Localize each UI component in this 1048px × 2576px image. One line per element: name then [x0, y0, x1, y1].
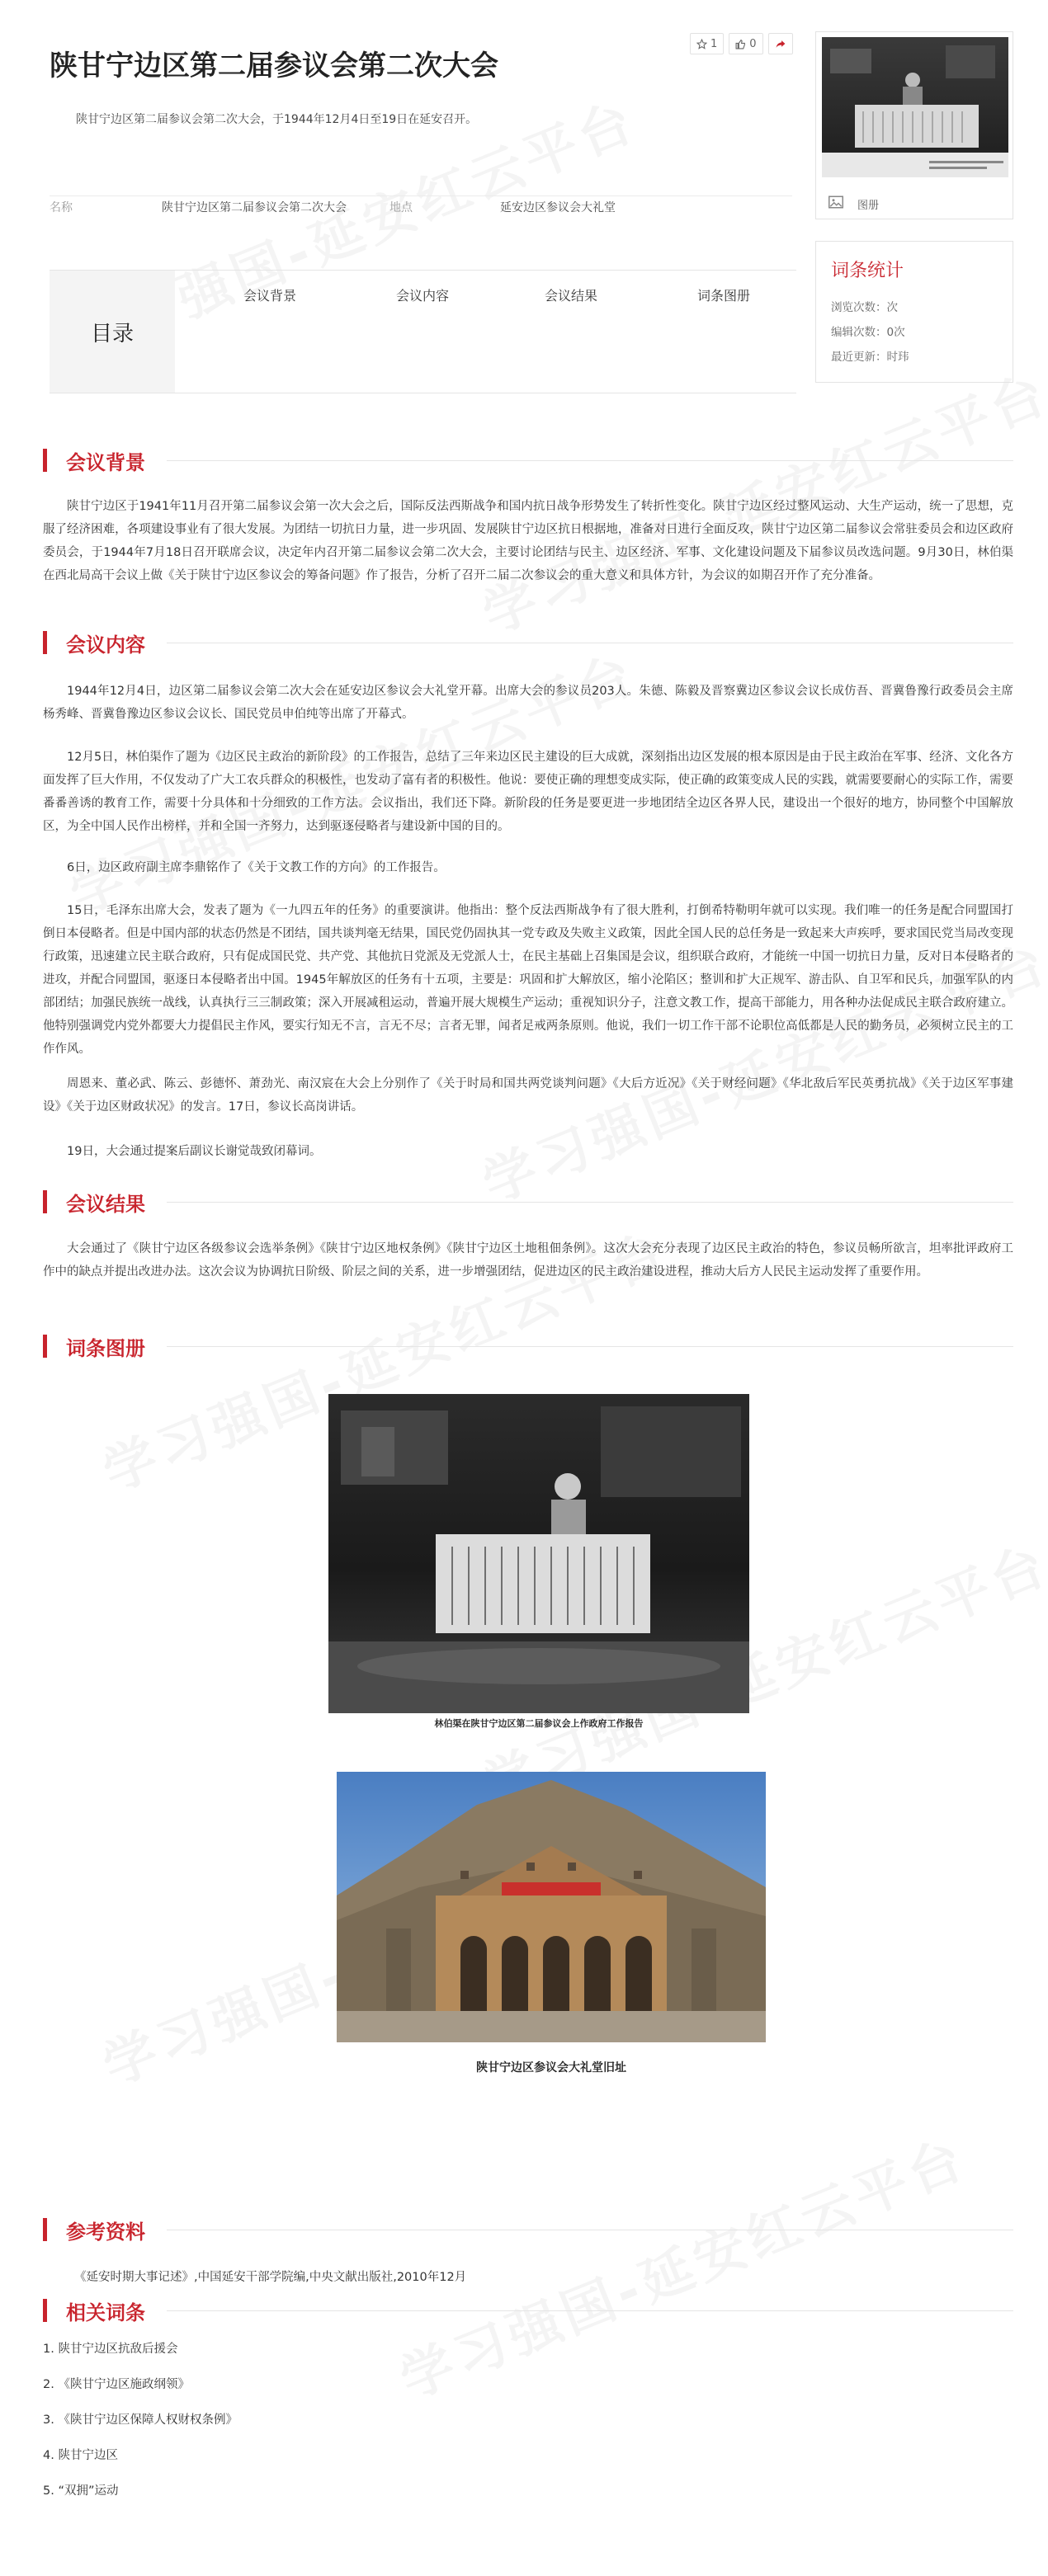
- like-count: 0: [749, 37, 757, 50]
- toc-item-content[interactable]: 会议内容: [396, 288, 450, 304]
- toc-heading: 目录: [50, 271, 175, 393]
- stats-views: 浏览次数：次: [831, 301, 898, 314]
- paragraph-content-2: 12月5日，林伯渠作了题为《边区民主政治的新阶段》的工作报告，总结了三年来边区民主建设的巨大成就，深刻指出边区发展的根本原因是由于民主政治在军事、经济、文化各方面发挥了巨大作用，不仅发动了广大工农兵群众的积极性，也发动了富有者的积极性。他说：要使正确的理想变成实际，使正确的政策变成人民的实践，就需要要耐心的实际工作，需要番番善诱的教育工作，需要十分具体和十分细致的工作方法。会议指出，我们还下降。新阶段的任务是要更进一步地团结全边区各界人民，建设出一个很好的地方，协同整个中国解放区，为全中国人民作出榜样，并和全国一齐努力，达到驱逐侵略者与建设新中国的目的。: [43, 751, 1013, 833]
- star-icon: [696, 39, 707, 49]
- section-header-result: [43, 1188, 1013, 1216]
- section-title-gallery: 词条图册: [66, 1337, 145, 1360]
- section-title-result: 会议结果: [66, 1193, 145, 1216]
- section-header-related: [43, 2296, 1013, 2324]
- basic-info-value-name: 陕甘宁边区第二届参议会第二次大会: [162, 201, 347, 214]
- paragraph-content-6: 19日，大会通过提案后副议长谢觉哉致闭幕词。: [67, 1145, 322, 1158]
- gallery-photo-report[interactable]: [328, 1394, 749, 1713]
- gallery-icon: [828, 195, 843, 212]
- thumb-up-icon: [735, 39, 746, 49]
- toc-item-result[interactable]: 会议结果: [545, 288, 598, 304]
- favorite-count: 1: [710, 37, 718, 50]
- section-title-content: 会议内容: [66, 633, 145, 657]
- page-title: 陕甘宁边区第二届参议会第二次大会: [50, 49, 498, 82]
- reference-item: 《延安时期大事记述》,中国延安干部学院编,中央文献出版社,2010年12月: [74, 2271, 467, 2284]
- section-title-background: 会议背景: [66, 451, 145, 474]
- section-bar: [43, 631, 47, 654]
- section-rule: [167, 2310, 1013, 2311]
- watermark: [387, 2117, 976, 2414]
- toc-item-gallery[interactable]: 词条图册: [697, 288, 751, 304]
- paragraph-content-5: 周恩来、董必武、陈云、彭德怀、萧劲光、南汉宸在大会上分别作了《关于时局和国共两党谈判问题》《大后方近况》《关于财经问题》《华北敌后军民英勇抗战》《关于边区军事建设》《关于边区财政状况》的发言。17日，参议长高岗讲话。: [43, 1077, 1013, 1114]
- entry-summary: 陕甘宁边区第二届参议会第二次大会，于1944年12月4日至19日在延安召开。: [76, 113, 478, 126]
- stats-title: 词条统计: [831, 261, 904, 281]
- table-of-contents: [50, 270, 796, 393]
- related-entry-link[interactable]: 2. 《陕甘宁边区施政纲领》: [43, 2378, 190, 2391]
- section-bar: [43, 449, 47, 472]
- entry-stats-card: [815, 241, 1013, 383]
- toc-item-background[interactable]: 会议背景: [243, 288, 297, 304]
- paragraph-content-4: 15日，毛泽东出席大会，发表了题为《一九四五年的任务》的重要演讲。他指出：整个反法西斯战争有了很大胜利，打倒希特勒明年就可以实现。我们唯一的任务是配合同盟国打倒日本侵略者。但是中国内部的状态仍然是不团结，国共谈判毫无结果，国民党仍固执其一党专政及失败主义政策，因此全国人民的总任务是一致起来大声疾呼，要求国民党当局改变现行政策，迅速建立民主联合政府，只有促成国民党、共产党、其他抗日党派及无党派人士，在民主基础上召集国是会议，组织联合政府，才能统一中国一切抗日力量，反对日本侵略者的进攻，并配合同盟国，驱逐日本侵略者出中国。1945年解放区的任务有十五项，主要是：巩固和扩大解放区，缩小沦陷区；整训和扩大正规军、游击队、自卫军和民兵，加强军队的内部团结；加强民族统一战线，认真执行三三制政策；深入开展减租运动，普遍开展大规模生产运动；重视知识分子，注意文教工作，提高干部能力，用各种办法促成民主联合政府建立。他特别强调党内党外都要大力提倡民主作风，要实行知无不言，言无不尽；言者无罪，闻者足戒两条原则。他说，我们一切工作干部不论职位高低都是人民的勤务员，必须树立民主的工作作风。: [43, 904, 1013, 1056]
- section-rule: [167, 1202, 1013, 1203]
- basic-info-value-location: 延安边区参议会大礼堂: [500, 201, 616, 214]
- section-bar: [43, 1190, 47, 1213]
- section-header-gallery: [43, 1332, 1013, 1360]
- basic-info-divider: [50, 195, 792, 196]
- section-header-background: [43, 446, 1013, 474]
- share-icon: [775, 39, 786, 49]
- sidebar-photo[interactable]: [822, 37, 1008, 177]
- related-entry-link[interactable]: 1. 陕甘宁边区抗敌后援会: [43, 2343, 178, 2356]
- paragraph-background-1: 陕甘宁边区于1941年11月召开第二届参议会第一次大会之后，国际反法西斯战争和国内抗日战争形势发生了转折性变化。陕甘宁边区经过整风运动、大生产运动，统一了思想，克服了经济困难，各项建设事业有了很大发展。为团结一切抗日力量，进一步巩固、发展陕甘宁边区抗日根据地，准备对日进行全面反攻，陕甘宁边区第二届参议会常驻委员会和边区政府委员会，于1944年7月18日召开联席会议，决定年内召开第二届参议会第二次大会，主要讨论团结与民主、边区经济、军事、文化建设问题及下届参议员改选问题。9月30日，林伯渠在西北局高干会议上做《关于陕甘宁边区参议会的筹备问题》作了报告，分析了召开二届二次参议会的重大意义和具体方针，为会议的如期召开作了充分准备。: [43, 500, 1013, 582]
- favorite-button[interactable]: [690, 33, 724, 54]
- paragraph-content-3: 6日，边区政府副主席李鼎铭作了《关于文教工作的方向》的工作报告。: [67, 861, 446, 874]
- section-rule: [167, 1346, 1013, 1347]
- basic-info-key-location: 地点: [389, 201, 413, 214]
- gallery-caption-hall: 陕甘宁边区参议会大礼堂旧址: [476, 2061, 626, 2074]
- section-title-references: 参考资料: [66, 2220, 145, 2244]
- stats-edits: 编辑次数：0次: [831, 326, 905, 339]
- gallery-caption-report: 林伯渠在陕甘宁边区第二届参议会上作政府工作报告: [434, 1718, 644, 1729]
- related-entry-link[interactable]: 3. 《陕甘宁边区保障人权财权条例》: [43, 2414, 238, 2427]
- section-bar: [43, 2218, 47, 2241]
- section-header-content: [43, 629, 1013, 657]
- stats-last-update: 最近更新：时玮: [831, 351, 909, 364]
- gallery-photo-hall[interactable]: [337, 1772, 766, 2042]
- section-header-references: [43, 2216, 1013, 2244]
- section-bar: [43, 1335, 47, 1358]
- section-title-related: 相关词条: [66, 2301, 145, 2324]
- related-entry-link[interactable]: 4. 陕甘宁边区: [43, 2449, 118, 2462]
- sidebar-gallery-label: 图册: [857, 200, 880, 212]
- section-bar: [43, 2299, 47, 2322]
- like-button[interactable]: [729, 33, 762, 54]
- action-toolbar: [690, 33, 793, 54]
- basic-info-key-name: 名称: [50, 201, 73, 214]
- paragraph-result-1: 大会通过了《陕甘宁边区各级参议会选举条例》《陕甘宁边区地权条例》《陕甘宁边区土地租佃条例》。这次大会充分表现了边区民主政治的特色，参议员畅所欲言，坦率批评政府工作中的缺点并提出改进办法。这次会议为协调抗日阶级、阶层之间的关系，进一步增强团结，促进边区的民主政治建设进程，推动大后方人民民主运动发挥了重要作用。: [43, 1242, 1013, 1279]
- share-button[interactable]: [768, 33, 793, 54]
- section-rule: [167, 460, 1013, 461]
- related-entry-link[interactable]: 5. “双拥”运动: [43, 2484, 119, 2498]
- sidebar-gallery-card[interactable]: [815, 31, 1013, 219]
- paragraph-content-1: 1944年12月4日，边区第二届参议会第二次大会在延安边区参议会大礼堂开幕。出席大会的参议员203人。朱德、陈毅及晋察冀边区参议会议长成仿吾、晋冀鲁豫行政委员会主席杨秀峰、晋冀鲁豫边区参议会议长、国民党员申伯纯等出席了开幕式。: [43, 685, 1013, 721]
